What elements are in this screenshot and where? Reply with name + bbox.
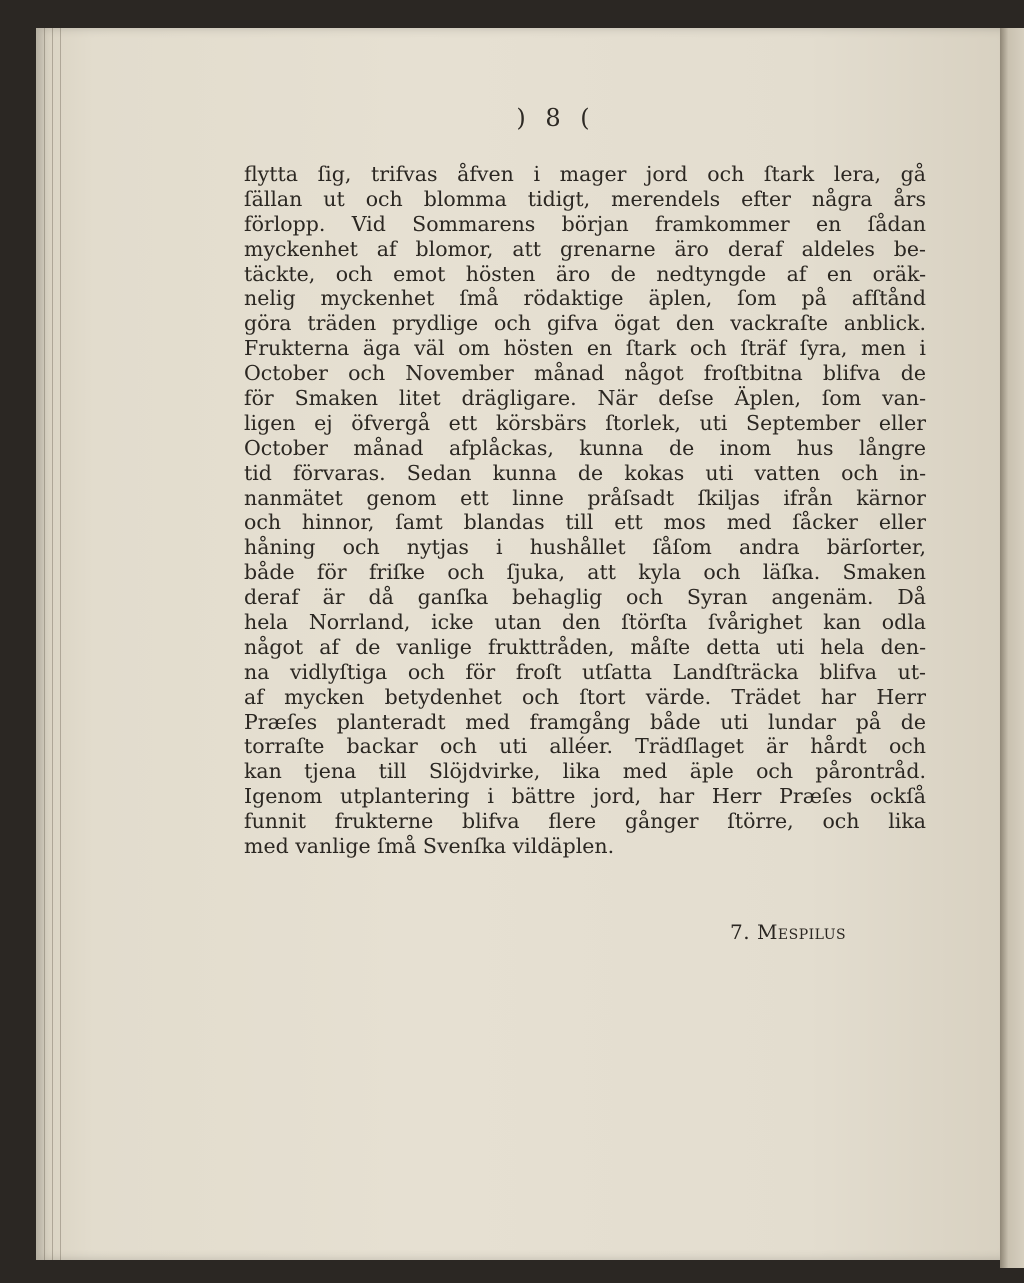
text-line: något af de vanlige frukttråden, måſte detta uti hela den- — [244, 634, 926, 659]
body-text — [244, 162, 926, 859]
text-line: Frukterna äga väl om hösten en ſtark och ſträf ſyra, men i — [244, 336, 926, 361]
text-line: nanmätet genom ett linne pråſsadt ſkiljas ifrån kärnor — [244, 485, 926, 510]
text-line: flytta ſig, trifvas åfven i mager jord och ſtark lera, gå — [244, 162, 926, 186]
text-line: förlopp. Vid Sommarens början framkommer en ſådan — [244, 211, 926, 236]
text-line: ligen ej öfvergå ett körsbärs ſtorlek, uti September eller — [244, 410, 926, 435]
text-line: med vanlige ſmå Svenſka vildäplen. — [244, 834, 615, 859]
text-line: och hinnor, ſamt blandas till ett mos med ſåcker eller — [244, 510, 926, 535]
text-line: håning och nytjas i hushållet ſåſom andra bärſorter, — [244, 535, 926, 560]
gutter-line — [52, 28, 53, 1260]
text-line: både för friſke och ſjuka, att kyla och läſka. Smaken — [244, 560, 926, 585]
gutter-line — [44, 28, 45, 1260]
gutter-line — [60, 28, 61, 1260]
text-line: deraf är då ganſka behaglig och Syran angenäm. Då — [244, 585, 926, 610]
catchword: 7. Mespilus — [730, 920, 847, 944]
text-line: täckte, och emot hösten äro de nedtyngde af en oräk- — [244, 261, 926, 286]
text-line: tid förvaras. Sedan kunna de kokas uti vatten och in- — [244, 460, 926, 485]
text-line: Præſes planteradt med framgång både uti lundar på de — [244, 709, 926, 734]
text-line: na vidlyſtiga och för froſt utſatta Landſträcka blifva ut- — [244, 659, 926, 684]
adjacent-page-edge — [1000, 28, 1024, 1268]
page-number: ) 8 ( — [516, 104, 596, 132]
text-line: October månad afplåckas, kunna de inom hus långre — [244, 435, 926, 460]
text-line: Igenom utplantering i bättre jord, har Herr Præſes ockſå — [244, 784, 926, 809]
text-line: nelig myckenhet ſmå rödaktige äplen, ſom på afſtånd — [244, 286, 926, 311]
text-line: göra träden prydlige och gifva ögat den vackraſte anblick. — [244, 311, 926, 336]
text-line: af mycken betydenhet och ſtort värde. Trädet har Herr — [244, 684, 926, 709]
text-line: torraſte backar och uti alléer. Trädſlaget är hårdt och — [244, 734, 926, 759]
text-line: ſällan ut och blomma tidigt, merendels efter några års — [244, 186, 926, 211]
text-line: funnit frukterne blifva flere gånger ſtörre, och lika — [244, 809, 926, 834]
text-line: hela Norrland, icke utan den ſtörſta ſvårighet kan odla — [244, 610, 926, 635]
text-line: October och November månad något froſtbitna blifva de — [244, 361, 926, 386]
text-line: kan tjena till Slöjdvirke, lika med äple och pårontråd. — [244, 759, 926, 784]
text-line: för Smaken litet drägligare. När deſse Äplen, ſom van- — [244, 386, 926, 411]
text-line: myckenhet af blomor, att grenarne äro deraf aldeles be- — [244, 236, 926, 261]
